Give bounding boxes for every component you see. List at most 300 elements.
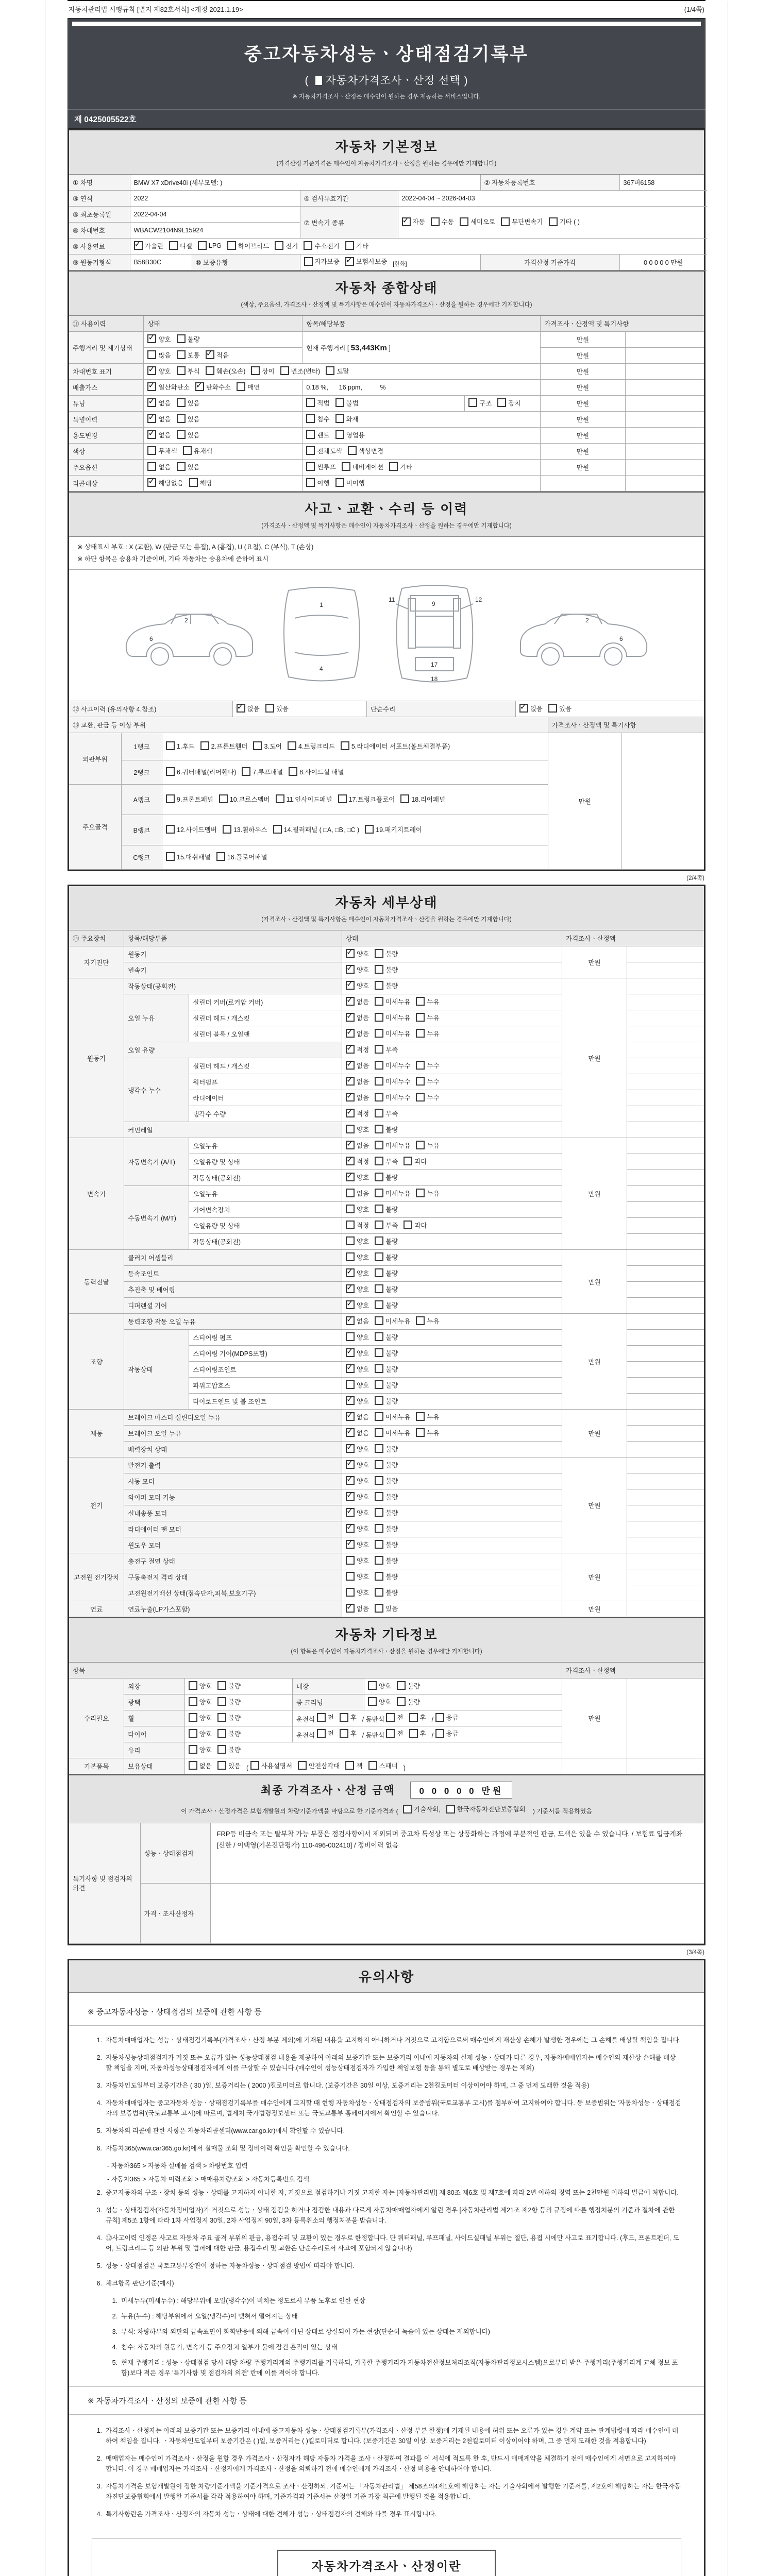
checkbox[interactable] [250, 1761, 259, 1770]
checkbox[interactable] [346, 1205, 355, 1213]
checkbox[interactable] [346, 1045, 355, 1054]
notice-item: 5. 자동차의 리콜에 관한 사항은 자동차리콜센터(www.car.go.kr)에서 확인할 수 있습니다. [96, 2127, 345, 2134]
checkbox[interactable] [345, 241, 354, 250]
checkbox[interactable] [326, 366, 334, 375]
checkbox[interactable] [416, 1077, 425, 1086]
checkbox[interactable] [346, 981, 355, 990]
checkbox[interactable] [416, 1061, 425, 1070]
checkbox[interactable] [519, 704, 528, 713]
checkbox-option [177, 414, 200, 423]
option-label: 미세누유 [385, 1190, 411, 1197]
checkbox[interactable] [416, 997, 425, 1006]
checkbox[interactable] [404, 1157, 412, 1165]
checkbox[interactable] [375, 1284, 383, 1293]
checkbox[interactable] [346, 1284, 355, 1293]
checkbox[interactable] [177, 334, 186, 343]
option-label: 미세누수 [385, 1094, 411, 1101]
blank-cell [627, 1138, 704, 1154]
notice-body [69, 1993, 704, 2576]
checkbox[interactable] [346, 1396, 355, 1405]
checkbox[interactable] [446, 1805, 455, 1814]
checkbox[interactable] [317, 1713, 326, 1722]
option-label: 세미오토 [470, 218, 496, 226]
checkbox-option [346, 1061, 369, 1070]
group-label: 고전원 전기장치 [69, 1553, 124, 1601]
notice-item: 4. 자동차매매업자는 중고자동차 성능ㆍ상태점검기록부를 매수인에게 고지할 때 현행 자동차성능ㆍ상태점검자의 보증범위(국토교통부 고시)를 첨부하여 고지하여야 합니다. 동 보증범위는 '자동차성능ㆍ상태점검자의 보증범위'(국토교통부 고시)에 따르며, 법제처 국가법령정보센터 또는 국토교통부 홈페이지에서 확인할 수 있습니다. [96, 2099, 681, 2117]
checkbox[interactable] [346, 949, 355, 958]
checkbox[interactable] [216, 852, 225, 861]
checkbox[interactable] [400, 794, 409, 803]
checkbox[interactable] [298, 1761, 307, 1770]
checkbox[interactable] [335, 398, 344, 407]
checkbox[interactable] [346, 1412, 355, 1421]
checkbox[interactable] [375, 1508, 383, 1517]
checkbox[interactable] [375, 1428, 383, 1437]
checkbox[interactable] [147, 462, 156, 471]
checkbox[interactable] [166, 825, 175, 834]
checkbox[interactable] [375, 1125, 383, 1133]
option-label: 양호 [357, 1589, 369, 1597]
checkbox[interactable] [375, 1396, 383, 1405]
checkbox[interactable] [368, 1697, 377, 1706]
checkbox[interactable] [306, 462, 315, 471]
checkbox[interactable] [416, 1029, 425, 1038]
checkbox[interactable] [346, 1604, 355, 1613]
checkbox-option [375, 949, 398, 958]
checkbox[interactable] [375, 1412, 383, 1421]
checkbox[interactable] [375, 1604, 383, 1613]
notice-title: 유의사항 [358, 1969, 415, 1985]
checkbox[interactable] [134, 241, 143, 250]
checkbox[interactable] [346, 1013, 355, 1022]
option-label: 누수 [427, 1078, 440, 1086]
option-label: 불량 [385, 1333, 398, 1341]
option-label: 양호 [158, 335, 171, 343]
checkbox[interactable] [375, 1093, 383, 1101]
checkbox[interactable] [306, 446, 315, 455]
checkbox[interactable] [368, 1761, 377, 1770]
item-label: 충전구 절연 상태 [124, 1553, 342, 1569]
checkbox[interactable] [416, 1093, 425, 1101]
checkbox[interactable] [375, 1109, 383, 1117]
checkbox[interactable] [341, 741, 349, 750]
checkbox[interactable] [346, 1444, 355, 1453]
checkbox[interactable] [346, 1093, 355, 1101]
checkbox-option [177, 398, 200, 408]
checkbox[interactable] [200, 741, 209, 750]
checkbox[interactable] [346, 1572, 355, 1581]
column-header: 항목 [69, 1663, 562, 1679]
checkbox[interactable] [147, 398, 156, 407]
checkbox[interactable] [346, 1125, 355, 1133]
item-label: 구동축전지 격리 상태 [124, 1569, 342, 1585]
checkbox[interactable] [183, 446, 192, 455]
checkbox[interactable] [206, 350, 214, 359]
checkbox[interactable] [375, 1588, 383, 1597]
checkbox[interactable] [306, 414, 315, 423]
field-label: ⑦ 변속기 종류 [300, 207, 398, 239]
checkbox-option [368, 1697, 391, 1706]
row-label: 주행거리 및 계기상태 [69, 332, 144, 364]
filled-checkbox-icon [315, 76, 322, 85]
option-label: 불량 [385, 1509, 398, 1517]
checkbox[interactable] [346, 1428, 355, 1437]
section-box-1 [68, 129, 705, 871]
checkbox[interactable] [375, 1460, 383, 1469]
checkbox[interactable] [253, 741, 262, 750]
checkbox[interactable] [177, 414, 186, 423]
checkbox[interactable] [549, 217, 558, 226]
checkbox[interactable] [375, 1300, 383, 1309]
checkbox[interactable] [346, 1556, 355, 1565]
checkbox[interactable] [346, 1141, 355, 1149]
option-label: 양호 [357, 1253, 369, 1261]
checkbox[interactable] [375, 1061, 383, 1070]
checkbox[interactable] [375, 1173, 383, 1181]
checkbox-option [375, 1380, 398, 1389]
checkbox-option [166, 794, 213, 804]
checkbox[interactable] [348, 446, 357, 455]
checkbox[interactable] [265, 704, 274, 713]
checkbox[interactable] [338, 794, 347, 803]
checkbox[interactable] [280, 366, 289, 375]
document-number: 제 0425005522호 [68, 109, 705, 129]
checkbox[interactable] [217, 1713, 226, 1722]
checkbox-option [189, 478, 212, 487]
checkbox-option [416, 1189, 439, 1198]
checkbox[interactable] [375, 1556, 383, 1565]
checkbox-option [346, 1348, 369, 1358]
checkbox[interactable] [409, 1713, 418, 1722]
checkbox[interactable] [306, 398, 315, 407]
option-label: 17.트렁크플로어 [348, 795, 395, 803]
option-label: 불량 [228, 1698, 241, 1706]
checkbox[interactable] [375, 1141, 383, 1149]
overall-state-title: 자동차 종합상태 [335, 280, 438, 296]
checkbox[interactable] [217, 1681, 226, 1690]
checkbox-option [206, 366, 246, 376]
checkbox[interactable] [147, 414, 156, 423]
option-label: 기술사회, [413, 1806, 441, 1813]
checkbox[interactable] [375, 1268, 383, 1277]
checkbox[interactable] [147, 478, 156, 487]
checkbox[interactable] [375, 965, 383, 974]
checkbox[interactable] [386, 1713, 395, 1722]
option-label: 잭 [356, 1762, 363, 1770]
checkbox-option [341, 741, 450, 751]
checkbox[interactable] [375, 1476, 383, 1485]
checkbox[interactable] [342, 462, 350, 471]
item-label: 배력장치 상태 [124, 1442, 342, 1458]
checkbox[interactable] [169, 241, 178, 250]
checkbox[interactable] [416, 1189, 425, 1197]
checkbox[interactable] [166, 794, 175, 803]
checkbox[interactable] [375, 1316, 383, 1325]
checkbox[interactable] [548, 704, 557, 713]
checkbox[interactable] [375, 1077, 383, 1086]
option-label: 안전삼각대 [309, 1762, 340, 1770]
notice-section1-head: ※ 중고자동차성능ㆍ상태점검의 보증에 관한 사항 등 [69, 1998, 704, 2026]
price-cell: 만원 [541, 460, 625, 476]
checkbox-option [147, 446, 177, 455]
checkbox[interactable] [346, 1268, 355, 1277]
checkbox[interactable] [375, 1380, 383, 1389]
checkbox[interactable] [189, 1697, 197, 1706]
checkbox[interactable] [346, 997, 355, 1006]
basic-info-header [69, 130, 704, 175]
checkbox[interactable] [177, 398, 186, 407]
checkbox[interactable] [497, 398, 506, 407]
checkbox[interactable] [206, 366, 214, 375]
blank-cell [627, 1234, 704, 1250]
checkbox[interactable] [375, 1045, 383, 1054]
blank-cell [627, 1202, 704, 1218]
checkbox[interactable] [276, 794, 284, 803]
checkbox-option [403, 1804, 441, 1814]
checkbox[interactable] [346, 1460, 355, 1469]
state-options [342, 1234, 562, 1250]
checkbox[interactable] [375, 1524, 383, 1533]
checkbox[interactable] [375, 1332, 383, 1341]
checkbox[interactable] [166, 767, 175, 776]
checkbox[interactable] [501, 217, 510, 226]
checkbox[interactable] [346, 1380, 355, 1389]
checkbox[interactable] [289, 767, 297, 776]
checkbox[interactable] [346, 1588, 355, 1597]
checkbox[interactable] [346, 965, 355, 974]
checkbox[interactable] [217, 1697, 226, 1706]
checkbox[interactable] [375, 1572, 383, 1581]
checkbox[interactable] [435, 1713, 444, 1722]
checkbox[interactable] [346, 1364, 355, 1373]
checkbox[interactable] [375, 1492, 383, 1501]
blank-cell [627, 1330, 704, 1346]
checkbox[interactable] [375, 981, 383, 990]
checkbox[interactable] [368, 1681, 377, 1690]
checkbox[interactable] [147, 366, 156, 375]
checkbox[interactable] [375, 1157, 383, 1165]
checkbox[interactable] [375, 1348, 383, 1357]
checkbox[interactable] [217, 1761, 226, 1770]
column-header: 항목/해당부품 [303, 316, 541, 332]
checkbox[interactable] [335, 478, 344, 487]
checkbox[interactable] [346, 1077, 355, 1086]
checkbox[interactable] [306, 430, 315, 439]
checkbox[interactable] [306, 478, 315, 487]
checkbox[interactable] [346, 1189, 355, 1197]
checkbox[interactable] [219, 794, 228, 803]
checkbox[interactable] [346, 1332, 355, 1341]
checkbox[interactable] [177, 462, 186, 471]
etc-info-table [69, 1663, 704, 1774]
checkbox[interactable] [340, 1729, 348, 1738]
state-options [342, 1026, 562, 1042]
option-label: 수동 [441, 218, 454, 226]
checkbox[interactable] [397, 1681, 406, 1690]
checkbox[interactable] [346, 1221, 355, 1229]
checkbox[interactable] [346, 1173, 355, 1181]
checkbox[interactable] [189, 1681, 197, 1690]
checkbox[interactable] [346, 1300, 355, 1309]
checkbox[interactable] [189, 478, 198, 487]
option-label: 부족 [385, 1110, 398, 1117]
state-options [342, 1585, 562, 1601]
blank-cell [627, 1282, 704, 1298]
state-options [342, 1042, 562, 1058]
checkbox[interactable] [189, 1745, 197, 1754]
checkbox[interactable] [375, 1189, 383, 1197]
checkbox[interactable] [251, 366, 260, 375]
notice-subitem: - 자동차365 > 자동차 이력조회 > 매매용차량조회 > 자동차등록번호 검색 [107, 2175, 310, 2183]
blank-cell [627, 1410, 704, 1426]
option-label: 누유 [427, 1429, 440, 1437]
checkbox[interactable] [346, 1029, 355, 1038]
blank-cell [627, 1106, 704, 1122]
checkbox-option [217, 1697, 241, 1706]
checkbox[interactable] [375, 1221, 383, 1229]
checkbox[interactable] [242, 767, 250, 776]
option-label: 썬루프 [317, 463, 336, 471]
checkbox-option [242, 767, 283, 776]
checkbox[interactable] [177, 366, 186, 375]
checkbox[interactable] [217, 1745, 226, 1754]
blank-cell [627, 1170, 704, 1186]
checkbox[interactable] [189, 1761, 197, 1770]
checkbox[interactable] [335, 430, 344, 439]
checkbox[interactable] [468, 398, 477, 407]
checkbox[interactable] [375, 1540, 383, 1549]
checkbox[interactable] [403, 1805, 412, 1814]
checkbox[interactable] [147, 334, 156, 343]
checkbox-option [335, 398, 359, 408]
checkbox[interactable] [389, 462, 398, 471]
checkbox[interactable] [431, 217, 440, 226]
checkbox[interactable] [237, 382, 245, 391]
checkbox[interactable] [273, 825, 282, 834]
checkbox[interactable] [346, 1157, 355, 1165]
checkbox[interactable] [166, 852, 175, 861]
price-cell: 만원 [541, 348, 625, 364]
checkbox[interactable] [227, 241, 236, 250]
option-label: 적정 [357, 1222, 369, 1229]
checkbox[interactable] [147, 446, 156, 455]
checkbox-option [375, 981, 398, 990]
checkbox[interactable] [386, 1729, 395, 1738]
checkbox[interactable] [346, 1109, 355, 1117]
checkbox[interactable] [237, 704, 245, 713]
checkbox[interactable] [275, 241, 283, 250]
state-options [342, 1410, 562, 1426]
checkbox[interactable] [397, 1697, 406, 1706]
checkbox[interactable] [365, 825, 374, 834]
main-frame-label: 주요골격 [69, 785, 121, 870]
checkbox[interactable] [460, 217, 468, 226]
checkbox[interactable] [198, 241, 207, 250]
item-label: 외장 [124, 1679, 184, 1694]
checkbox[interactable] [217, 1729, 226, 1738]
checkbox[interactable] [346, 1348, 355, 1357]
price-cell: 만원 [541, 332, 625, 348]
checkbox[interactable] [346, 1476, 355, 1485]
checkbox[interactable] [346, 1061, 355, 1070]
checkbox[interactable] [375, 1029, 383, 1038]
checkbox[interactable] [345, 1761, 354, 1770]
checkbox[interactable] [416, 1316, 425, 1325]
subgroup-label: 수동변속기 (M/T) [124, 1186, 189, 1250]
tuning-kind-options [465, 396, 541, 412]
checkbox[interactable] [189, 1729, 197, 1738]
checkbox[interactable] [375, 1252, 383, 1261]
checkbox[interactable] [195, 382, 204, 391]
checkbox[interactable] [147, 382, 156, 391]
checkbox[interactable] [345, 257, 354, 266]
option-label: 양호 [357, 1238, 369, 1245]
checkbox[interactable] [177, 430, 186, 439]
checkbox[interactable] [335, 414, 344, 423]
checkbox[interactable] [346, 1508, 355, 1517]
fuel-type-options [130, 239, 707, 255]
checkbox[interactable] [288, 741, 296, 750]
tuning-legal-options [303, 396, 465, 412]
blank-cell [627, 1346, 704, 1362]
checkbox-option [189, 1697, 212, 1706]
diagram-number: 6 [619, 635, 623, 642]
checkbox[interactable] [346, 1252, 355, 1261]
checkbox[interactable] [340, 1713, 348, 1722]
option-label: 있음 [187, 415, 200, 423]
checkbox[interactable] [166, 741, 175, 750]
item-label: 실린더 헤드 / 개스킷 [189, 1010, 342, 1026]
row-label: 색상 [69, 444, 144, 460]
checkbox[interactable] [147, 350, 156, 359]
checkbox-option [346, 1268, 369, 1278]
checkbox[interactable] [189, 1713, 197, 1722]
checkbox[interactable] [346, 1236, 355, 1245]
item-label: 실린더 커버(로커암 커버) [189, 994, 342, 1010]
checkbox[interactable] [346, 1540, 355, 1549]
checkbox[interactable] [304, 241, 312, 250]
checkbox[interactable] [375, 1013, 383, 1022]
checkbox-option [346, 1189, 369, 1198]
checkbox[interactable] [435, 1729, 444, 1738]
checkbox[interactable] [416, 1428, 425, 1437]
checkbox[interactable] [416, 1412, 425, 1421]
option-label: 기타 ( ) [559, 218, 580, 226]
checkbox-option [346, 1173, 369, 1182]
checkbox[interactable] [147, 430, 156, 439]
checkbox[interactable] [416, 1013, 425, 1022]
checkbox[interactable] [375, 997, 383, 1006]
checkbox[interactable] [416, 1141, 425, 1149]
checkbox[interactable] [346, 1524, 355, 1533]
checkbox[interactable] [304, 257, 313, 266]
checkbox[interactable] [409, 1729, 418, 1738]
checkbox[interactable] [346, 1492, 355, 1501]
wheel-position-options: 운전석 전 후 / 동반석 전 후 / 응급 [292, 1710, 562, 1726]
outer-panel-label: 외판부위 [69, 733, 121, 785]
checkbox[interactable] [375, 1364, 383, 1373]
checkbox[interactable] [177, 350, 186, 359]
checkbox[interactable] [402, 217, 411, 226]
checkbox[interactable] [375, 1205, 383, 1213]
checkbox[interactable] [375, 1444, 383, 1453]
checkbox[interactable] [223, 825, 231, 834]
checkbox[interactable] [375, 949, 383, 958]
checkbox[interactable] [317, 1729, 326, 1738]
checkbox[interactable] [346, 1316, 355, 1325]
checkbox[interactable] [404, 1221, 412, 1229]
checkbox[interactable] [375, 1236, 383, 1245]
